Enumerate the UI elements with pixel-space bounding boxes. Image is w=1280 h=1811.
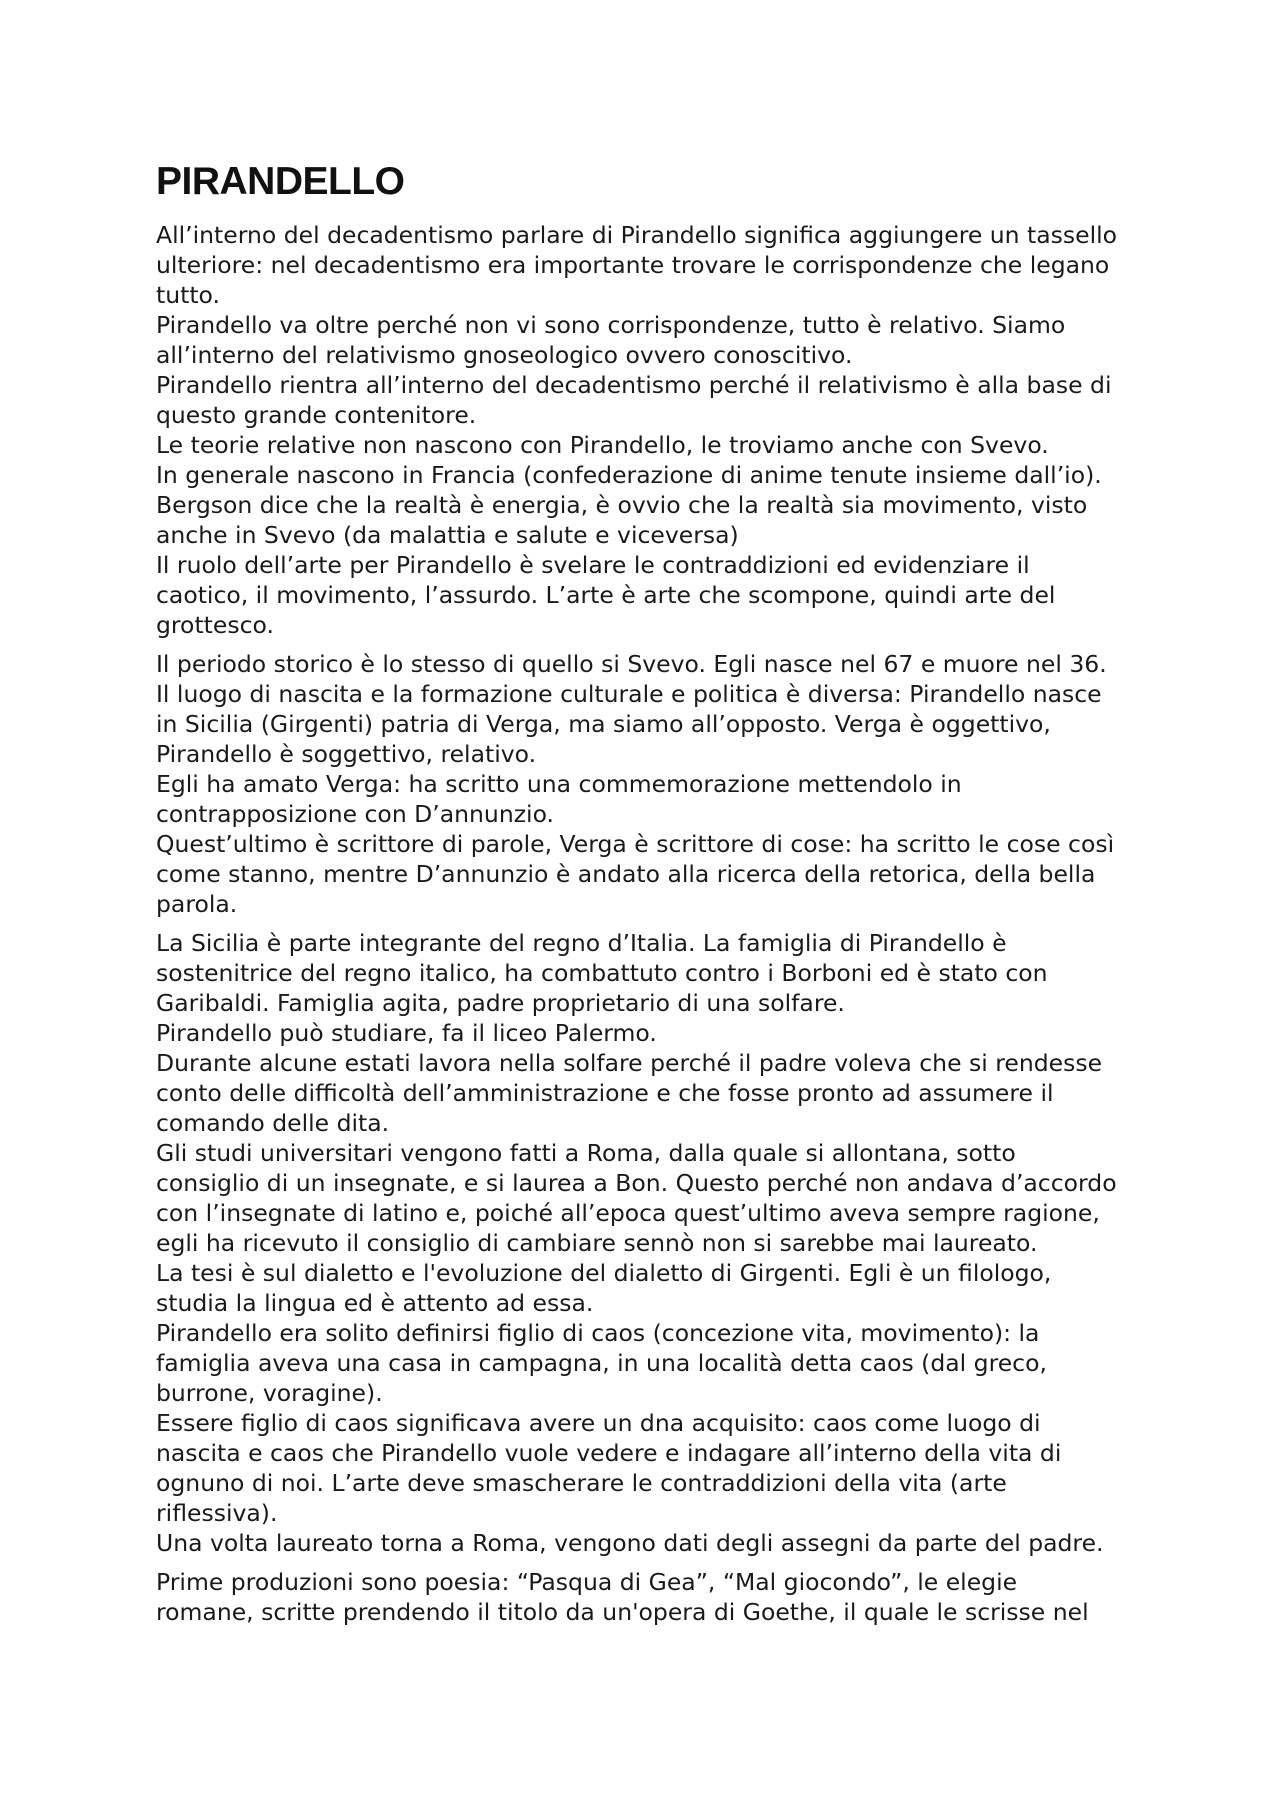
- paragraph-container: [156, 220, 1136, 1627]
- text-line: egli ha ricevuto il consiglio di cambiare sennò non si sarebbe mai laureato.: [156, 1229, 1038, 1257]
- text-line: conto delle difficoltà dell’amministrazione e che fosse pronto ad assumere il: [156, 1079, 1054, 1107]
- text-line: Pirandello è soggettivo, relativo.: [156, 740, 537, 768]
- text-line: con l’insegnate di latino e, poiché all’epoca quest’ultimo aveva sempre ragione,: [156, 1199, 1100, 1227]
- text-line: comando delle dita.: [156, 1109, 390, 1137]
- text-line: studia la lingua ed è attento ad essa.: [156, 1289, 594, 1317]
- text-line: tutto.: [156, 281, 220, 309]
- paragraph: [156, 220, 1136, 640]
- text-line: Pirandello può studiare, fa il liceo Palermo.: [156, 1019, 657, 1047]
- text-line: Essere figlio di caos significava avere un dna acquisito: caos come luogo di: [156, 1409, 1041, 1437]
- text-line: All’interno del decadentismo parlare di Pirandello significa aggiungere un tassello: [156, 221, 1118, 249]
- text-line: In generale nascono in Francia (confederazione di anime tenute insieme dall’io).: [156, 461, 1102, 489]
- text-line: ulteriore: nel decadentismo era importante trovare le corrispondenze che legano: [156, 251, 1110, 279]
- text-line: come stanno, mentre D’annunzio è andato alla ricerca della retorica, della bella: [156, 860, 1096, 888]
- text-line: grottesco.: [156, 611, 274, 639]
- text-line: Garibaldi. Famiglia agita, padre proprietario di una solfare.: [156, 989, 845, 1017]
- text-line: Pirandello va oltre perché non vi sono corrispondenze, tutto è relativo. Siamo: [156, 311, 1066, 339]
- text-line: anche in Svevo (da malattia e salute e viceversa): [156, 521, 739, 549]
- text-line: La Sicilia è parte integrante del regno d’Italia. La famiglia di Pirandello è: [156, 929, 1007, 957]
- paragraph: [156, 928, 1136, 1558]
- text-line: Bergson dice che la realtà è energia, è ovvio che la realtà sia movimento, visto: [156, 491, 1088, 519]
- text-line: famiglia aveva una casa in campagna, in una località detta caos (dal greco,: [156, 1349, 1047, 1377]
- text-line: caotico, il movimento, l’assurdo. L’arte è arte che scompone, quindi arte del: [156, 581, 1056, 609]
- text-line: Il luogo di nascita e la formazione culturale e politica è diversa: Pirandello nasce: [156, 680, 1102, 708]
- text-line: consiglio di un insegnate, e si laurea a Bon. Questo perché non andava d’accordo: [156, 1169, 1117, 1197]
- text-line: Prime produzioni sono poesia: “Pasqua di Gea”, “Mal giocondo”, le elegie: [156, 1568, 1018, 1596]
- text-line: Il periodo storico è lo stesso di quello si Svevo. Egli nasce nel 67 e muore nel 36.: [156, 650, 1107, 678]
- text-line: Durante alcune estati lavora nella solfare perché il padre voleva che si rendesse: [156, 1049, 1103, 1077]
- text-line: ognuno di noi. L’arte deve smascherare le contraddizioni della vita (arte: [156, 1469, 1007, 1497]
- text-line: Le teorie relative non nascono con Pirandello, le troviamo anche con Svevo.: [156, 431, 1049, 459]
- text-line: in Sicilia (Girgenti) patria di Verga, ma siamo all’opposto. Verga è oggettivo,: [156, 710, 1051, 738]
- paragraph: [156, 1567, 1136, 1627]
- text-line: all’interno del relativismo gnoseologico ovvero conoscitivo.: [156, 341, 853, 369]
- text-line: parola.: [156, 890, 238, 918]
- text-line: contrapposizione con D’annunzio.: [156, 800, 555, 828]
- text-line: Il ruolo dell’arte per Pirandello è svelare le contraddizioni ed evidenziare il: [156, 551, 1030, 579]
- text-line: romane, scritte prendendo il titolo da un'opera di Goethe, il quale le scrisse nel: [156, 1598, 1089, 1626]
- text-line: Pirandello era solito definirsi figlio di caos (concezione vita, movimento): la: [156, 1319, 1040, 1347]
- text-line: Una volta laureato torna a Roma, vengono dati degli assegni da parte del padre.: [156, 1529, 1104, 1557]
- text-line: Quest’ultimo è scrittore di parole, Verga è scrittore di cose: ha scritto le cose così: [156, 830, 1115, 858]
- text-line: Egli ha amato Verga: ha scritto una commemorazione mettendolo in: [156, 770, 962, 798]
- paragraph: [156, 649, 1136, 919]
- text-line: Pirandello rientra all’interno del decadentismo perché il relativismo è alla base di: [156, 371, 1112, 399]
- text-line: nascita e caos che Pirandello vuole vedere e indagare all’interno della vita di: [156, 1439, 1062, 1467]
- text-line: sostenitrice del regno italico, ha combattuto contro i Borboni ed è stato con: [156, 959, 1048, 987]
- text-line: riflessiva).: [156, 1499, 278, 1527]
- text-line: Gli studi universitari vengono fatti a Roma, dalla quale si allontana, sotto: [156, 1139, 1016, 1167]
- text-line: burrone, voragine).: [156, 1379, 383, 1407]
- document-title: PIRANDELLO: [156, 160, 405, 203]
- document-body: [156, 158, 1136, 1627]
- text-line: La tesi è sul dialetto e l'evoluzione del dialetto di Girgenti. Egli è un filologo,: [156, 1259, 1052, 1287]
- text-line: questo grande contenitore.: [156, 401, 477, 429]
